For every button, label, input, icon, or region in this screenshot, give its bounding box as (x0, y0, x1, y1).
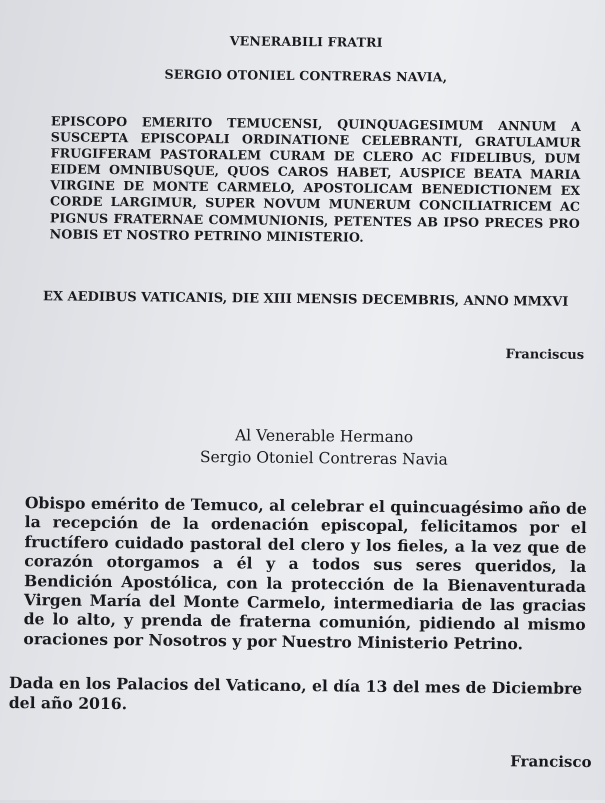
spanish-date-line: Dada en los Palacios del Vaticano, el día 13 del mes de Diciembre del año 2016. (8, 672, 583, 713)
spanish-addressee-line1: Al Venerable Hermano (234, 426, 414, 447)
latin-body: EPISCOPO EMERITO TEMUCENSI, QUINQUAGESIMUM ANNUM A SUSCEPTA EPISCOPALI ORDINATIONE CELEBRANTI, GRATULAMUR FRUGIFERAM PASTORALEM CURAM DE CLERO AC FIDELIBUS, DUM EIDEM OMNIBUSQUE, QUOS CAROS HABET, AUSPICE BEATA MARIA VIRGINE DE MONTE CARMELO, APOSTOLICAM BENEDICTIONEM EX CORDE LARGIMUR, SUPER NOVUM MUNERUM CONCILIATRICEM AC PIGNUS FRATERNAE COMMUNIONIS, PETENTES AB IPSO PRECES PRO NOBIS ET NOSTRO PETRINO MINISTERIO. (49, 113, 581, 245)
latin-signature: Franciscus (505, 347, 585, 363)
spanish-addressee-line2: Sergio Otoniel Contreras Navia (199, 447, 448, 469)
spanish-body: Obispo emérito de Temuco, al celebrar el quincuagésimo año de la recepción de la ordenación episcopal, felicitamos por el fructífero cuidado pastoral del clero y los fieles, a la vez que de corazón otorgamos a él y a todos sus seres queridos, la Bendición Apostólica, con la protección de la Bienaventurada Virgen María del Monte Carmelo, intermediaria de las gracias de lo alto, y prenda de fraterna comunión, pidiendo al mismo oraciones por Nosotros y por Nuestro Ministerio Petrino. (23, 493, 587, 654)
spanish-signature: Francisco (510, 752, 592, 772)
latin-addressee-line2: SERGIO OTONIEL CONTRERAS NAVIA, (164, 66, 448, 85)
latin-addressee-line1: VENERABILI FRATRI (229, 33, 383, 50)
latin-date-line: EX AEDIBUS VATICANIS, DIE XIII MENSIS DECEMBRIS, ANNO MMXVI (42, 289, 569, 310)
